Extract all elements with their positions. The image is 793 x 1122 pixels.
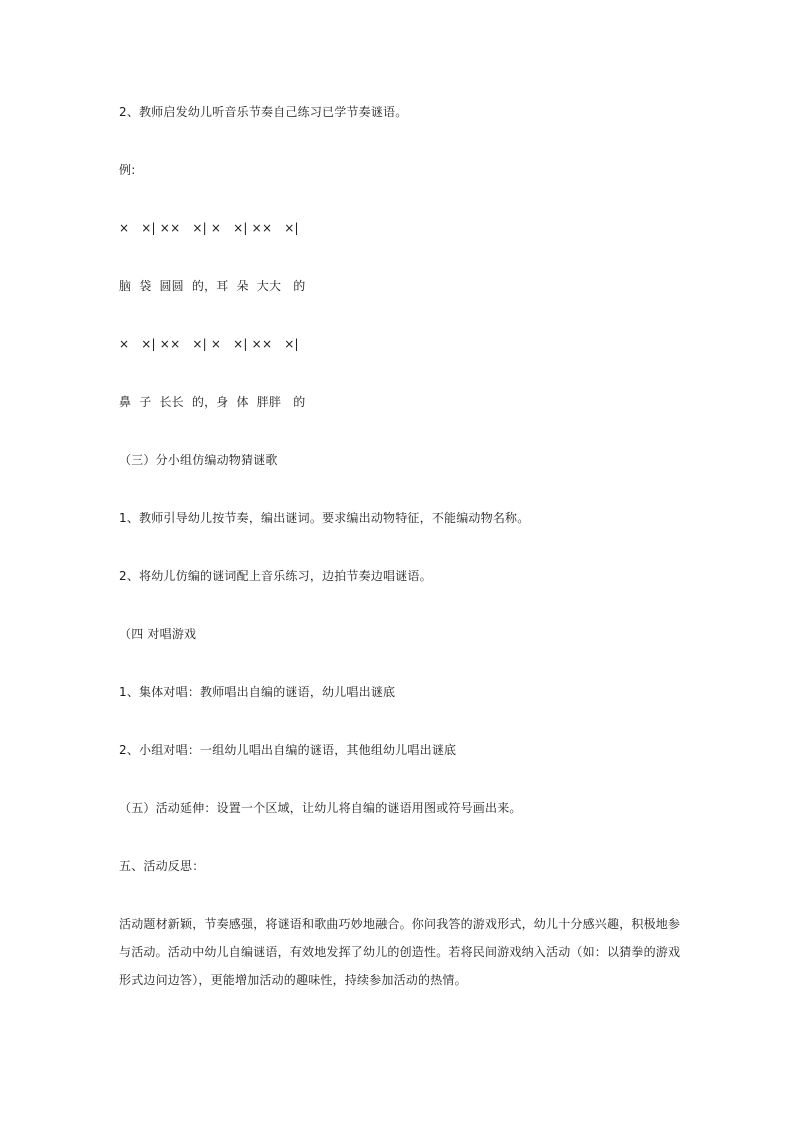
section-four-step-2: 2、小组对唱：一组幼儿唱出自编的谜语，其他组幼儿唱出谜底 xyxy=(119,743,457,757)
reflection-paragraph xyxy=(119,910,679,994)
reflection-line-3: 形式边问边答），更能增加活动的趣味性，持续参加活动的热情。 xyxy=(119,973,467,987)
step-2-practice: 2、教师启发幼儿听音乐节奏自己练习已学节奏谜语。 xyxy=(119,105,408,119)
reflection-line-2: 与活动。活动中幼儿自编谜语，有效地发挥了幼儿的创造性。若将民间游戏纳入活动（如：以猜拳的游戏 xyxy=(119,945,681,959)
section-four-heading: （四 对唱游戏 xyxy=(119,627,197,641)
rhythm-notation-1: × ×| ×× ×| × ×| ×× ×| xyxy=(119,221,299,235)
lyrics-line-2: 鼻 子 长长 的，身 体 胖胖 的 xyxy=(119,395,306,409)
section-five-extension: （五）活动延伸：设置一个区域，让幼儿将自编的谜语用图或符号画出来。 xyxy=(119,801,522,815)
example-label: 例: xyxy=(119,163,136,177)
rhythm-notation-2: × ×| ×× ×| × ×| ×× ×| xyxy=(119,337,299,351)
lyrics-line-1: 脑 袋 圆圆 的，耳 朵 大大 的 xyxy=(119,279,306,293)
section-three-heading: （三）分小组仿编动物猜谜歌 xyxy=(119,453,278,467)
section-four-step-1: 1、集体对唱：教师唱出自编的谜语，幼儿唱出谜底 xyxy=(119,685,396,699)
reflection-line-1: 活动题材新颖，节奏感强，将谜语和歌曲巧妙地融合。你问我答的游戏形式，幼儿十分感兴趣，积极地参 xyxy=(119,917,681,931)
section-three-step-1: 1、教师引导幼儿按节奏，编出谜词。要求编出动物特征，不能编动物名称。 xyxy=(119,511,530,525)
reflection-heading: 五、活动反思： xyxy=(119,859,205,873)
section-three-step-2: 2、将幼儿仿编的谜词配上音乐练习，边拍节奏边唱谜语。 xyxy=(119,569,432,583)
